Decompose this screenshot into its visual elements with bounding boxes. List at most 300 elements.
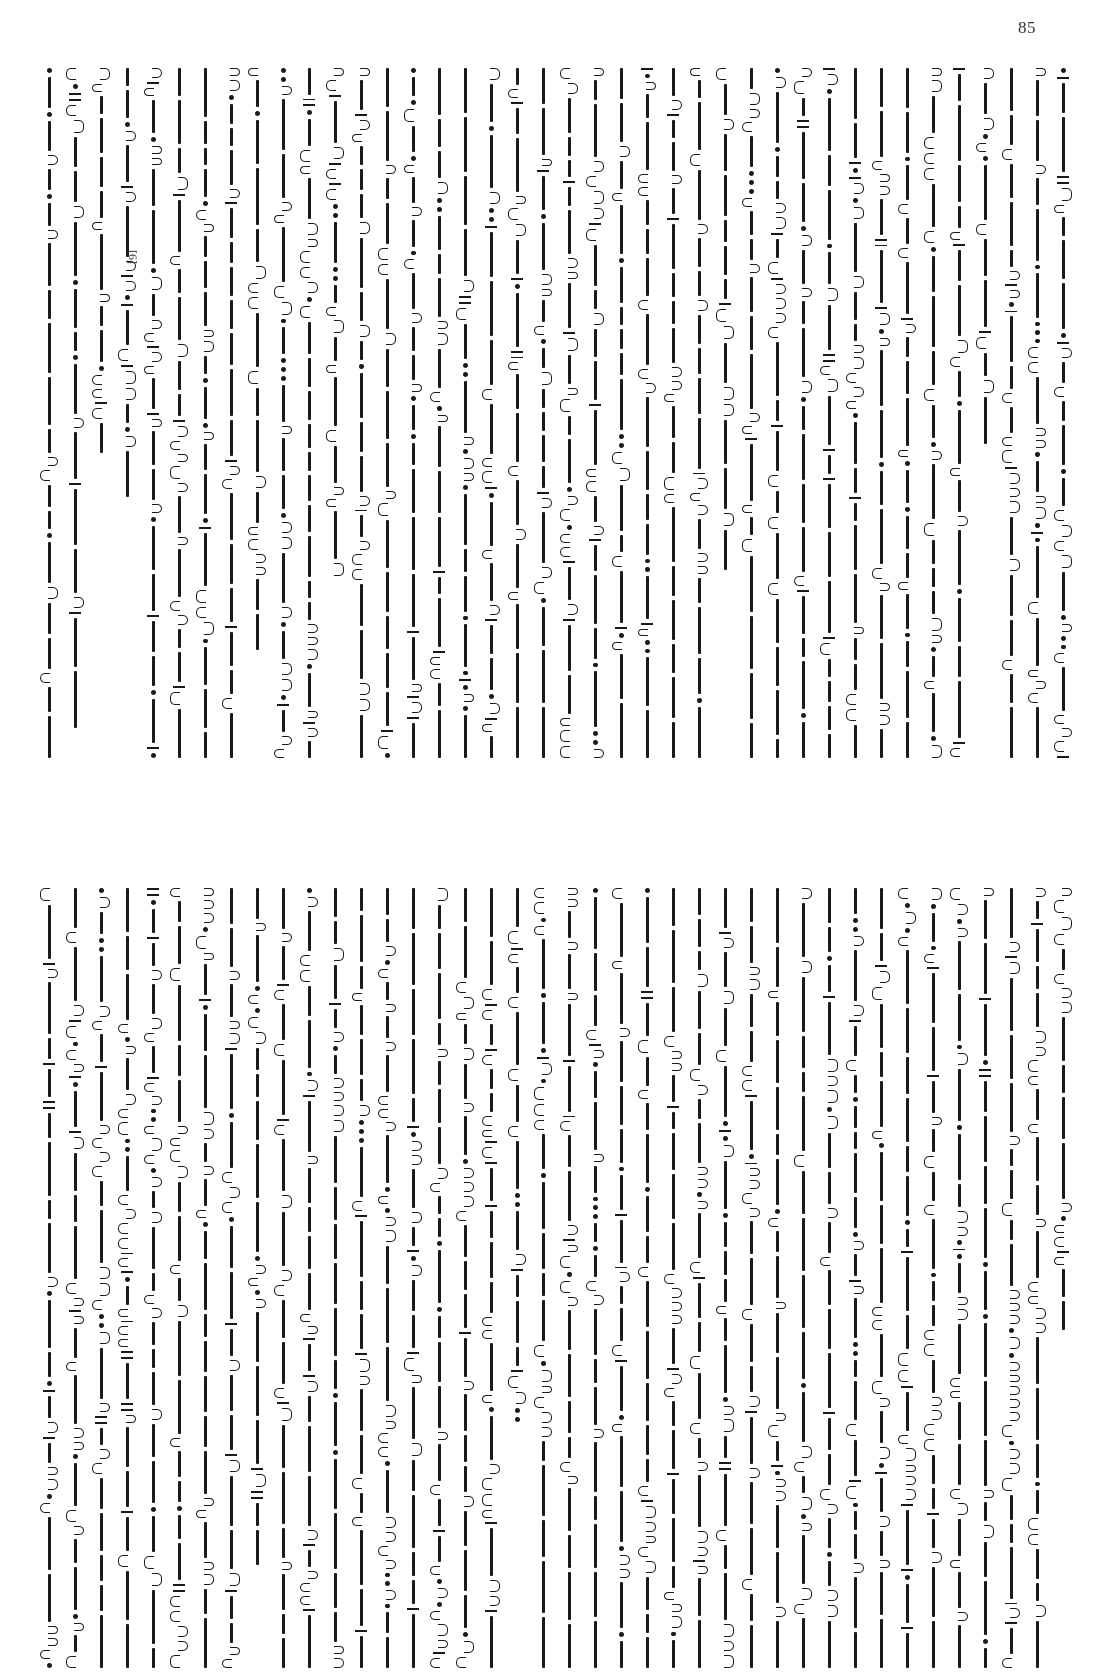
script-stroke: [404, 109, 414, 122]
script-stroke: [719, 1462, 731, 1464]
script-stroke: [672, 1112, 675, 1130]
script-stroke: [433, 1530, 445, 1532]
script-stroke: [724, 1406, 734, 1415]
script-stroke: [1028, 362, 1038, 373]
script-stroke: [126, 936, 129, 970]
script-stroke: [1036, 1388, 1039, 1440]
script-stroke: [1035, 523, 1040, 528]
script-stroke: [594, 290, 597, 310]
script-stroke: [490, 1211, 493, 1238]
script-stroke: [1036, 966, 1039, 989]
script-stroke: [274, 990, 284, 1000]
script-stroke: [664, 1036, 674, 1048]
script-stroke: [43, 1107, 55, 1109]
script-stroke: [646, 897, 649, 943]
script-stroke: [48, 969, 58, 978]
script-stroke: [620, 1308, 623, 1342]
script-stroke: [126, 1209, 136, 1220]
script-stroke: [645, 649, 650, 654]
script-stroke: [537, 170, 549, 172]
script-stroke: [438, 598, 441, 647]
script-stroke: [230, 1021, 240, 1029]
script-stroke: [412, 273, 415, 309]
script-stroke: [515, 1417, 520, 1422]
script-stroke: [99, 366, 104, 371]
script-stroke: [932, 888, 942, 900]
script-stroke: [537, 492, 549, 494]
script-stroke: [256, 935, 259, 982]
script-stroke: [204, 261, 207, 288]
script-stroke: [334, 1459, 337, 1509]
script-stroke: [173, 194, 185, 196]
script-stroke: [802, 1275, 805, 1327]
script-stroke: [281, 358, 286, 363]
script-stroke: [1035, 1482, 1040, 1487]
script-stroke: [594, 1295, 604, 1306]
script-stroke: [1010, 1524, 1013, 1543]
script-stroke: [672, 1075, 675, 1102]
script-stroke: [125, 1037, 130, 1042]
script-stroke: [854, 1153, 857, 1194]
script-stroke: [672, 722, 675, 758]
script-stroke: [412, 888, 415, 929]
script-stroke: [152, 1573, 162, 1586]
script-stroke: [742, 1579, 752, 1590]
script-stroke: [932, 1455, 935, 1484]
script-stroke: [152, 100, 155, 133]
text-column: [818, 888, 840, 1668]
script-stroke: [1010, 674, 1013, 704]
script-stroke: [225, 626, 237, 628]
script-stroke: [698, 1462, 708, 1471]
script-stroke: [905, 1575, 910, 1580]
script-stroke: [646, 1103, 649, 1131]
script-stroke: [698, 418, 701, 469]
script-stroke: [412, 1580, 415, 1604]
script-stroke: [118, 1309, 128, 1317]
script-stroke: [593, 1214, 598, 1219]
script-stroke: [534, 1087, 544, 1099]
script-stroke: [776, 1552, 779, 1604]
script-stroke: [511, 948, 523, 950]
script-stroke: [620, 1086, 623, 1125]
script-stroke: [282, 1472, 285, 1524]
script-stroke: [411, 1256, 416, 1261]
script-stroke: [230, 1272, 233, 1319]
script-stroke: [646, 1196, 649, 1232]
script-stroke: [178, 1305, 188, 1317]
script-stroke: [147, 747, 159, 749]
script-stroke: [204, 1376, 207, 1412]
script-stroke: [750, 93, 760, 105]
script-stroke: [750, 979, 760, 990]
script-stroke: [750, 556, 753, 612]
script-stroke: [118, 1258, 128, 1267]
script-stroke: [203, 378, 208, 383]
script-stroke: [433, 651, 445, 653]
script-stroke: [568, 1066, 571, 1112]
script-stroke: [230, 208, 233, 238]
script-stroke: [378, 248, 388, 260]
script-stroke: [92, 408, 102, 419]
text-column: [402, 68, 424, 758]
script-stroke: [537, 1057, 549, 1059]
script-stroke: [256, 120, 259, 164]
script-stroke: [645, 1187, 650, 1192]
script-stroke: [827, 89, 832, 94]
script-stroke: [282, 1638, 285, 1668]
script-stroke: [775, 147, 780, 152]
script-stroke: [594, 526, 604, 535]
script-stroke: [256, 1366, 259, 1416]
script-stroke: [1036, 618, 1039, 665]
script-stroke: [1010, 888, 1013, 938]
script-stroke: [568, 604, 578, 616]
script-stroke: [222, 479, 232, 489]
script-stroke: [853, 1503, 858, 1508]
script-stroke: [300, 1314, 310, 1322]
script-stroke: [516, 1085, 519, 1122]
script-stroke: [932, 540, 935, 564]
script-stroke: [386, 692, 389, 726]
script-stroke: [456, 308, 466, 320]
script-stroke: [411, 100, 416, 105]
script-stroke: [776, 1441, 779, 1461]
script-stroke: [482, 989, 492, 1001]
script-stroke: [48, 638, 51, 669]
script-stroke: [979, 1069, 991, 1071]
script-stroke: [898, 888, 908, 899]
script-stroke: [594, 575, 597, 624]
script-stroke: [412, 327, 415, 351]
script-stroke: [646, 451, 649, 490]
script-stroke: [40, 470, 50, 481]
script-stroke: [905, 1220, 910, 1225]
script-stroke: [906, 950, 909, 1004]
script-stroke: [1036, 120, 1039, 162]
script-stroke: [147, 894, 159, 896]
script-stroke: [1036, 546, 1039, 598]
script-stroke: [204, 900, 214, 910]
script-stroke: [152, 1461, 155, 1503]
script-stroke: [48, 290, 51, 318]
script-stroke: [1036, 209, 1039, 261]
script-stroke: [490, 281, 493, 336]
script-stroke: [1062, 217, 1065, 236]
script-stroke: [698, 170, 701, 221]
script-stroke: [308, 1344, 311, 1371]
text-column: [324, 68, 346, 758]
script-stroke: [360, 456, 363, 492]
script-stroke: [66, 1362, 76, 1372]
script-stroke: [412, 1460, 415, 1492]
script-stroke: [620, 1582, 623, 1628]
script-stroke: [300, 970, 310, 982]
script-stroke: [750, 354, 753, 409]
script-stroke: [256, 1101, 259, 1140]
script-stroke: [698, 1283, 701, 1317]
script-stroke: [672, 987, 675, 1031]
script-stroke: [932, 656, 935, 678]
script-stroke: [515, 1408, 520, 1413]
script-stroke: [776, 1479, 786, 1487]
script-stroke: [542, 1465, 545, 1516]
script-stroke: [698, 1438, 701, 1458]
script-stroke: [99, 947, 104, 952]
script-stroke: [872, 1381, 882, 1394]
script-stroke: [282, 1562, 292, 1570]
script-stroke: [983, 1314, 988, 1319]
script-stroke: [690, 68, 700, 76]
script-stroke: [329, 163, 341, 165]
script-stroke: [1028, 670, 1038, 678]
script-stroke: [906, 1584, 909, 1624]
script-stroke: [508, 466, 518, 477]
script-stroke: [568, 1401, 571, 1434]
script-stroke: [100, 191, 103, 218]
script-stroke: [463, 671, 468, 676]
script-stroke: [698, 607, 701, 654]
script-stroke: [1036, 377, 1039, 424]
script-stroke: [1005, 1622, 1017, 1624]
script-stroke: [204, 1574, 214, 1585]
script-stroke: [563, 619, 575, 621]
script-stroke: [308, 68, 311, 95]
script-stroke: [802, 1618, 805, 1668]
script-stroke: [438, 1640, 448, 1649]
script-stroke: [334, 1078, 344, 1088]
script-stroke: [776, 1087, 779, 1130]
script-stroke: [100, 68, 110, 80]
script-stroke: [222, 1659, 232, 1668]
script-stroke: [646, 122, 649, 170]
script-stroke: [924, 954, 934, 962]
script-stroke: [1036, 68, 1046, 76]
script-stroke: [776, 599, 779, 643]
script-stroke: [854, 1005, 864, 1015]
script-stroke: [875, 1472, 887, 1474]
script-stroke: [953, 244, 965, 246]
script-stroke: [256, 1048, 259, 1070]
script-stroke: [724, 1222, 727, 1247]
script-stroke: [438, 517, 441, 568]
script-stroke: [334, 1646, 344, 1654]
script-stroke: [256, 1503, 259, 1526]
script-stroke: [854, 68, 857, 119]
script-stroke: [560, 1121, 570, 1130]
script-stroke: [334, 511, 337, 559]
script-stroke: [490, 232, 493, 277]
script-stroke: [664, 494, 674, 503]
script-stroke: [100, 1034, 103, 1063]
text-column: [532, 888, 554, 1668]
script-stroke: [438, 1536, 441, 1562]
script-stroke: [360, 915, 363, 962]
script-stroke: [641, 997, 653, 999]
script-stroke: [438, 1023, 441, 1045]
script-stroke: [1036, 273, 1039, 317]
script-stroke: [927, 1075, 939, 1077]
script-stroke: [300, 150, 310, 162]
script-stroke: [464, 1550, 467, 1591]
script-stroke: [776, 342, 779, 395]
script-stroke: [48, 323, 51, 373]
script-stroke: [360, 194, 363, 218]
script-stroke: [853, 927, 858, 932]
script-stroke: [823, 354, 835, 356]
script-stroke: [620, 1220, 623, 1263]
script-stroke: [334, 487, 344, 495]
script-stroke: [282, 1270, 292, 1281]
script-stroke: [568, 675, 571, 714]
script-stroke: [151, 268, 156, 273]
script-stroke: [1036, 178, 1039, 205]
text-column: [246, 888, 268, 1668]
script-stroke: [151, 690, 156, 695]
script-stroke: [698, 951, 701, 971]
script-stroke: [412, 355, 415, 380]
script-stroke: [594, 1621, 597, 1668]
script-stroke: [274, 286, 284, 298]
script-stroke: [1054, 1237, 1064, 1247]
script-stroke: [672, 1401, 675, 1427]
script-stroke: [360, 630, 363, 679]
script-stroke: [568, 1225, 578, 1235]
script-stroke: [1035, 265, 1040, 270]
script-stroke: [1010, 271, 1020, 280]
script-stroke: [932, 1281, 935, 1301]
script-stroke: [1010, 473, 1020, 485]
script-stroke: [464, 1225, 467, 1257]
script-stroke: [698, 1123, 701, 1163]
script-stroke: [924, 1205, 934, 1215]
script-stroke: [73, 355, 78, 360]
text-column: [974, 888, 996, 1668]
script-stroke: [329, 95, 341, 97]
script-stroke: [1010, 501, 1020, 514]
script-stroke: [48, 1626, 58, 1634]
script-stroke: [178, 1321, 181, 1376]
script-stroke: [924, 137, 934, 149]
script-stroke: [828, 706, 831, 729]
script-stroke: [100, 1210, 103, 1262]
script-stroke: [1062, 240, 1065, 279]
script-stroke: [768, 327, 778, 339]
script-stroke: [924, 1344, 934, 1356]
script-stroke: [612, 1424, 622, 1432]
script-stroke: [100, 1513, 103, 1551]
script-stroke: [802, 1171, 805, 1214]
script-stroke: [256, 554, 266, 563]
script-stroke: [802, 1497, 812, 1510]
text-column: [870, 68, 892, 758]
script-stroke: [672, 1640, 675, 1668]
script-stroke: [698, 102, 701, 150]
script-stroke: [560, 534, 570, 544]
text-column: [324, 888, 346, 1668]
script-stroke: [308, 602, 311, 620]
script-stroke: [984, 1581, 987, 1635]
script-stroke: [230, 1415, 233, 1450]
script-stroke: [230, 68, 240, 76]
script-stroke: [407, 1126, 419, 1128]
script-stroke: [456, 1657, 466, 1668]
script-stroke: [854, 638, 857, 660]
script-stroke: [230, 150, 233, 185]
script-stroke: [360, 1105, 370, 1116]
script-stroke: [1010, 1035, 1013, 1079]
script-stroke: [802, 722, 805, 758]
script-stroke: [568, 1171, 571, 1221]
script-stroke: [360, 422, 363, 452]
script-stroke: [430, 1183, 440, 1193]
script-stroke: [957, 1254, 962, 1259]
script-stroke: [1036, 1185, 1039, 1214]
script-stroke: [906, 324, 916, 333]
script-stroke: [1036, 428, 1046, 436]
text-column: [376, 68, 398, 758]
script-stroke: [511, 278, 523, 280]
script-stroke: [386, 1421, 396, 1430]
script-stroke: [932, 1117, 942, 1124]
script-stroke: [880, 703, 890, 711]
script-stroke: [745, 1163, 757, 1165]
script-stroke: [178, 901, 181, 922]
script-stroke: [620, 146, 630, 157]
script-stroke: [672, 175, 682, 184]
script-stroke: [307, 664, 312, 669]
script-stroke: [854, 725, 857, 758]
script-stroke: [464, 1338, 467, 1378]
script-stroke: [724, 888, 727, 928]
script-stroke: [360, 541, 370, 550]
script-stroke: [672, 1479, 675, 1514]
script-stroke: [74, 1375, 77, 1423]
script-stroke: [152, 1372, 155, 1405]
script-stroke: [178, 68, 181, 96]
script-stroke: [334, 921, 337, 945]
script-stroke: [541, 339, 546, 344]
script-stroke: [277, 1402, 289, 1404]
script-stroke: [248, 371, 258, 384]
script-stroke: [386, 616, 389, 649]
script-stroke: [152, 1322, 155, 1344]
script-stroke: [412, 702, 422, 714]
script-stroke: [568, 210, 571, 254]
script-stroke: [594, 1496, 597, 1520]
script-stroke: [204, 647, 207, 685]
script-stroke: [568, 187, 571, 206]
script-stroke: [178, 483, 188, 492]
script-stroke: [880, 313, 890, 326]
script-stroke: [412, 1495, 415, 1547]
script-stroke: [248, 297, 258, 309]
text-column: [584, 888, 606, 1668]
script-stroke: [360, 222, 370, 234]
script-stroke: [776, 203, 786, 214]
script-stroke: [750, 1208, 760, 1217]
script-stroke: [74, 1091, 77, 1128]
script-stroke: [121, 1409, 133, 1411]
script-stroke: [256, 567, 266, 575]
script-stroke: [672, 677, 675, 719]
text-column: [792, 888, 814, 1668]
script-stroke: [459, 296, 471, 298]
script-stroke: [620, 654, 623, 699]
script-stroke: [360, 888, 363, 911]
script-stroke: [672, 644, 675, 673]
script-stroke: [282, 522, 292, 533]
